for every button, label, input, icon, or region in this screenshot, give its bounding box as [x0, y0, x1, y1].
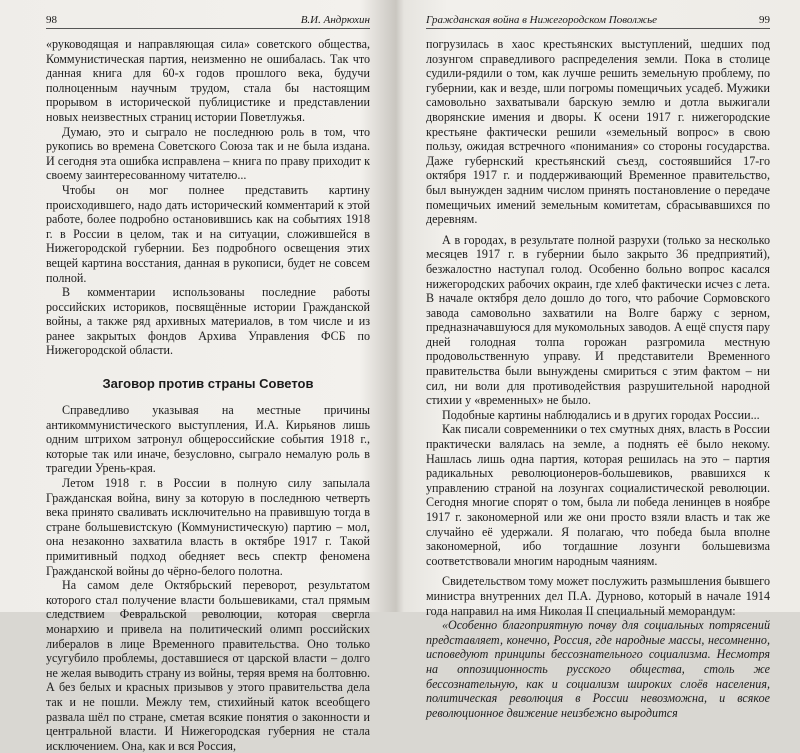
- right-running-header: Гражданская война в Нижегородском Поволжье: [426, 14, 657, 26]
- right-page: [400, 0, 800, 720]
- right-page-header: [426, 14, 770, 29]
- left-paragraph: Думаю, это и сыграло не последнюю роль в том, что рукопись во времена Советского Союза так и не была издана. И сегодня эта ошибка исправлена – книга по праву приходит к своему заинтересованному читателю...: [46, 124, 370, 183]
- left-running-header: В.И. Андрюхин: [300, 14, 370, 26]
- left-paragraph: В комментарии использованы последние работы российских историков, посвящённые истории Гражданской войны, а также ряд архивных материалов, в том числе и из ранее закрытых фондов Архива Управления ФСБ по Нижегородской области.: [46, 285, 370, 358]
- right-paragraph: Как писали современники о тех смутных днях, власть в России практически валялась на земле, а поднять её было некому. Нашлась лишь одна партия, которая решилась на это – партия радикальных революционеров-большевиков, рвавшихся к управлению страной на лозунгах социалистической революции. Сегодня многие спорят о том, была ли победа ленинцев в ноябре 1917 г. закономерной или же они просто взяли власть и так же случайно её удержали. Я полагаю, что победа была вполне закономерной, ибо тогдашние лозунги большевизма соответствовали многим народным чаяниям.: [426, 422, 770, 568]
- right-paragraph: погрузилась в хаос крестьянских выступлений, шедших под лозунгом справедливого распределения земли. Пока в столице судили-рядили о том, как лучше решить земельную проблему, по губернии, как и везде, шли погромы помещичьих усадеб. Мужики самовольно захватывали барскую землю и дотла выжигали дворянские имения и дворы. К осени 1917 г. нижегородские крестьяне фактически решили «земельный вопрос» в свою пользу, ожидая встречного «понимания» со стороны государства. Даже губернский крестьянский съезд, состоявшийся 17-го октября 1917 г. и поддерживающий Временное правительство, был вынужден задним числом принять постановление о передаче помещичьих имений земельным комитетам, сбрасывавшихся по деревням.: [426, 37, 770, 227]
- right-page-text: [426, 37, 770, 720]
- memorandum-quote: «Особенно благоприятную почву для социальных потрясений представляет, конечно, Россия, где народные массы, несомненно, исповедуют принципы бессознательного социализма. Несмотря на оппозиционность русского общества, столь же бессознательную, как и социализм широких слоёв населения, политическая революция в России невозможна, и всякое революционное движение неизбежно выродится: [426, 618, 770, 720]
- left-paragraph: На самом деле Октябрьский переворот, результатом которого стал получение власти большевиками, стал прямым следствием Февральской революции, которая свергла монархию и привела на политический олимп российских либералов в лице Временного правительства. Оно только усугубило проблемы, доставшиеся от царской власти – долго не желая выводить страну из войны, теряя время на болтовню. А без белых и красных призывов у этого правительства дела так и не пошли. Межлу тем, стихийный каток всеобщего развала шёл по стране, сметая всякие понятия о законности и центральной власти. И Нижегородская губерния не стала исключением. Она, как и вся Россия,: [46, 578, 370, 753]
- left-paragraph: Летом 1918 г. в России в полную силу запылала Гражданская война, вину за которую в последнюю четверть века принято сваливать исключительно на правившую тогда в стране большевистскую (Коммунистическую) партию – мол, она незаконно захватила власть в октябре 1917 г. Такой примитивный подход обедняет весь спектр феномена Гражданской войны до чёрно-белого полотна.: [46, 476, 370, 578]
- right-page-number: 99: [759, 14, 770, 26]
- left-page-text: [46, 37, 370, 753]
- right-paragraph: А в городах, в результате полной разрухи (только за несколько месяцев 1917 г. в губернии было закрыто 36 предприятий), безжалостно наступал голод. Особенно больно вопрос касался нижегородских рабочих окраин, где хлеб фактически исчез с лета. В начале октября дело дошло до того, что рабочие Сормовского завода самовольно захватили на Волге баржу с зерном, предназначавшуюся для мукомольных заводов. А ещё спустя пару дней голодная толпа горожан разгромила местную продовольственную управу. И представители Временного правительства были вынуждены смириться с этим фактом – ни сил, ни воли для противодействия разрушительной народной стихии у «временных» не было.: [426, 232, 770, 408]
- left-paragraph: Чтобы он мог полнее представить картину происходившего, надо дать исторический комментарий к этой работе, более подробно остановившись как на событиях 1918 г. в России в целом, так и на ситуации, сложившейся в Нижегородской губернии. Без подробного освещения этих вещей картина восстания, данная в рукописи, будет не совсем полной.: [46, 182, 370, 285]
- right-paragraph: Подобные картины наблюдались и в других городах России...: [442, 407, 760, 422]
- right-paragraph: Свидетельством тому может послужить размышления бывшего министра внутренних дел П.А. Дурново, который в начале 1914 года направил на имя Николая II специальный меморандум:: [426, 574, 770, 618]
- left-paragraph: «руководящая и направляющая сила» советского общества, Коммунистическая партия, неизменно не ошибалась. Так что данная книга для 60-х годов прошлого века, будучи полноценным научным трудом, стала бы настоящим прорывом в исторической публицистике и представлении новых неизвестных страниц истории Поветлужья.: [46, 37, 370, 124]
- left-paragraph: Справедливо указывая на местные причины антикоммунистического выступления, И.А. Кирьянов лишь одним штрихом затронул общероссийские события 1918 г., которые так или иначе, безусловно, сыграло немалую роль в трагедии Урень-края.: [46, 403, 370, 476]
- left-page-header: [46, 14, 370, 29]
- left-page-number: 98: [46, 14, 57, 26]
- section-heading: Заговор против страны Советов: [102, 376, 314, 392]
